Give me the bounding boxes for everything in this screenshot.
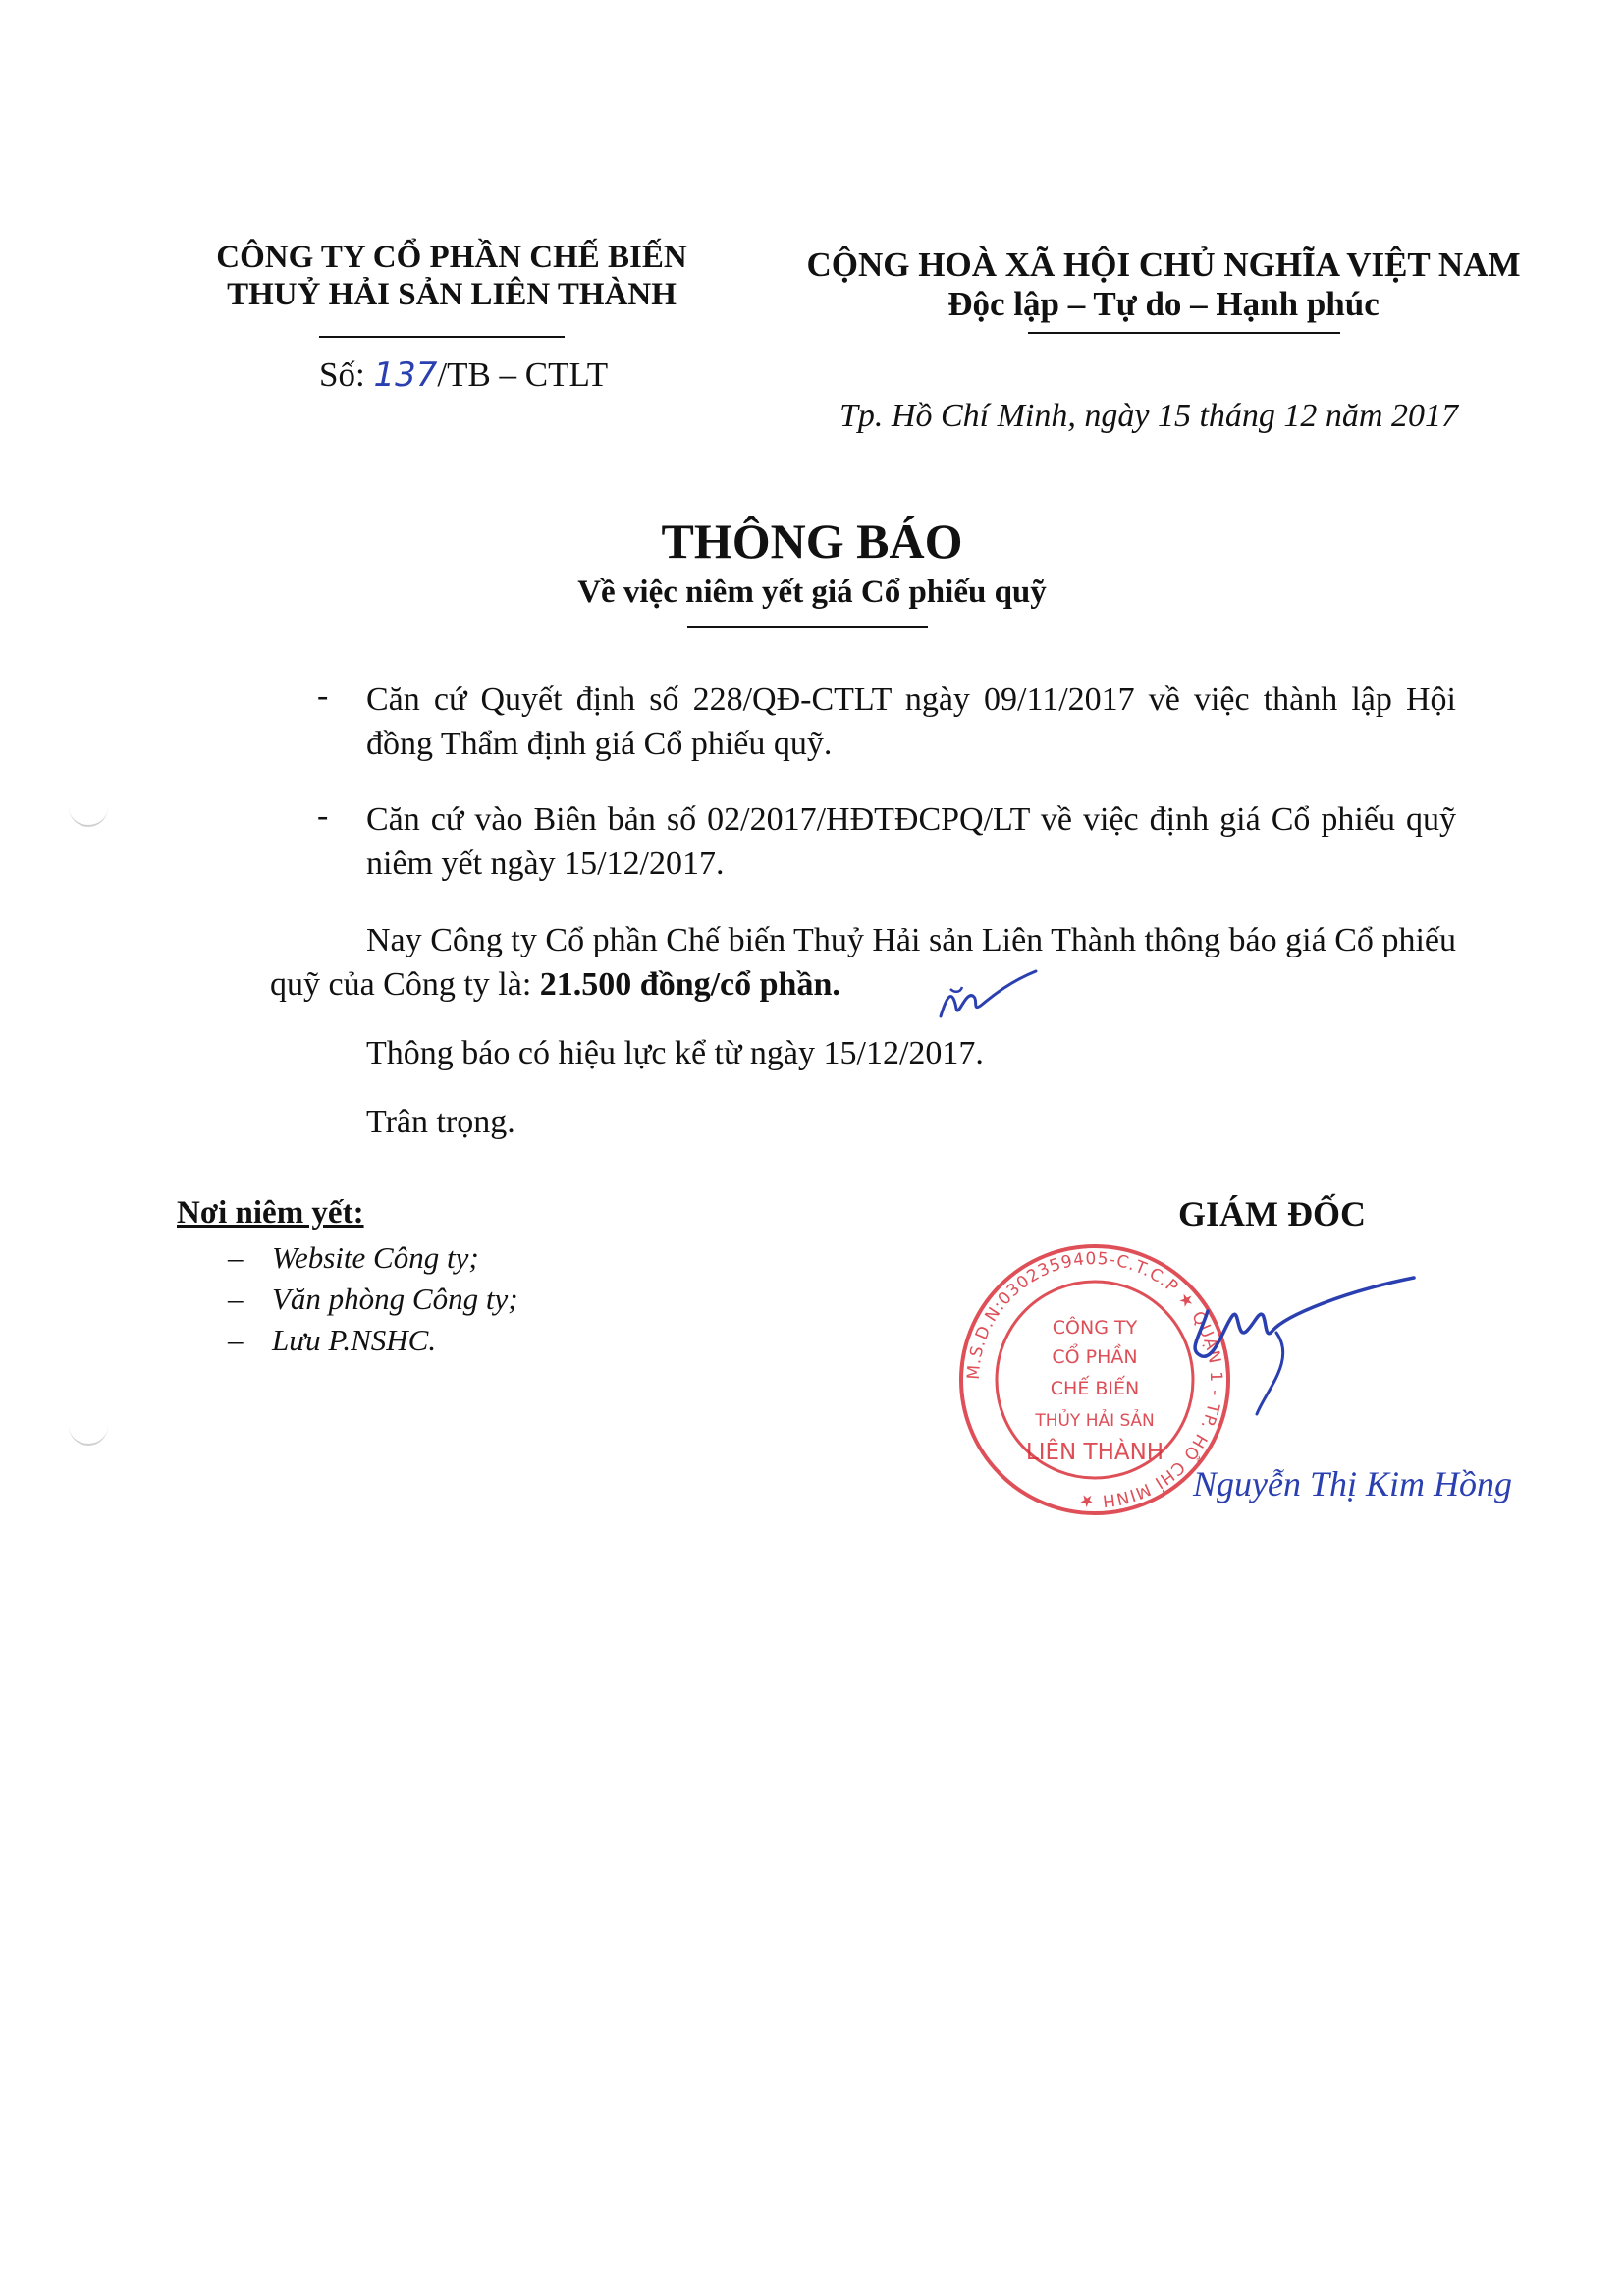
- announcement-price: 21.500 đồng/cổ phần.: [539, 966, 840, 1003]
- document-number-prefix: Số:: [319, 355, 374, 394]
- national-motto: [805, 246, 1522, 324]
- place-date: Tp. Hồ Chí Minh, ngày 15 tháng 12 năm 2017: [839, 398, 1458, 434]
- document-number: [319, 355, 608, 395]
- svg-text:THỦY HẢI SẢN: THỦY HẢI SẢN: [1035, 1411, 1155, 1431]
- company-name: [177, 239, 727, 313]
- national-name: CỘNG HOÀ XÃ HỘI CHỦ NGHĨA VIỆT NAM: [806, 246, 1521, 284]
- document-number-suffix: /TB – CTLT: [437, 355, 609, 394]
- listing-item-website: Website Công ty;: [272, 1240, 479, 1275]
- listing-heading: Nơi niêm yết:: [177, 1195, 364, 1230]
- svg-text:LIÊN THÀNH: LIÊN THÀNH: [1025, 1440, 1164, 1465]
- bullet-marker: -: [317, 797, 329, 834]
- listing-item-archive: Lưu P.NSHC.: [272, 1323, 437, 1357]
- national-slogan: Độc lập – Tự do – Hạnh phúc: [947, 285, 1380, 323]
- listing-item-office: Văn phòng Công ty;: [272, 1282, 518, 1316]
- basis-paragraph-2: Căn cứ vào Biên bản số 02/2017/HĐTĐCPQ/LT về việc định giá Cổ phiếu quỹ niêm yết ngày 15/12/2017.: [366, 801, 1456, 882]
- bullet-marker: -: [317, 678, 329, 714]
- list-marker: –: [228, 1240, 244, 1275]
- announcement-paragraph: [270, 918, 1456, 1007]
- document-number-handwritten: 137: [373, 355, 438, 395]
- document-title: THÔNG BÁO: [661, 514, 963, 569]
- svg-text:CÔNG TY: CÔNG TY: [1052, 1317, 1138, 1339]
- list-marker: –: [228, 1323, 244, 1357]
- announcement-text: Nay Công ty Cổ phần Chế biến Thuỷ Hải sản Liên Thành thông báo giá Cổ phiếu quỹ của Công ty là:: [270, 922, 1456, 1003]
- signatory-name: Nguyễn Thị Kim Hồng: [1193, 1464, 1513, 1503]
- closing-text: Trân trọng.: [366, 1104, 515, 1140]
- punch-hole-mark: [69, 1424, 108, 1446]
- document-subtitle: Về việc niêm yết giá Cổ phiếu quỹ: [577, 574, 1047, 610]
- title-divider: [687, 626, 928, 628]
- svg-text:M.S.D.N:0302359405-C.T.C.P ★ Q: M.S.D.N:0302359405-C.T.C.P ★ QUẬN 1 - TP. HỒ CHÍ MINH ★: [963, 1248, 1226, 1511]
- effective-date-text: Thông báo có hiệu lực kể từ ngày 15/12/2017.: [366, 1035, 984, 1071]
- svg-text:CỔ PHẦN: CỔ PHẦN: [1052, 1346, 1138, 1368]
- company-name-line1: CÔNG TY CỔ PHẦN CHẾ BIẾN: [216, 240, 687, 275]
- svg-text:CHẾ BIẾN: CHẾ BIẾN: [1050, 1378, 1140, 1399]
- national-divider: [1028, 332, 1340, 334]
- punch-hole-mark: [69, 805, 108, 827]
- list-marker: –: [228, 1282, 244, 1316]
- initials-signature-icon: [933, 967, 1041, 1026]
- company-name-line2: THUỶ HẢI SẢN LIÊN THÀNH: [227, 277, 677, 312]
- basis-paragraph-1: Căn cứ Quyết định số 228/QĐ-CTLT ngày 09/11/2017 về việc thành lập Hội đồng Thẩm định giá Cổ phiếu quỹ.: [366, 682, 1456, 762]
- company-divider: [319, 336, 565, 338]
- signatory-role: GIÁM ĐỐC: [1178, 1194, 1366, 1233]
- director-signature-icon: [1168, 1272, 1424, 1419]
